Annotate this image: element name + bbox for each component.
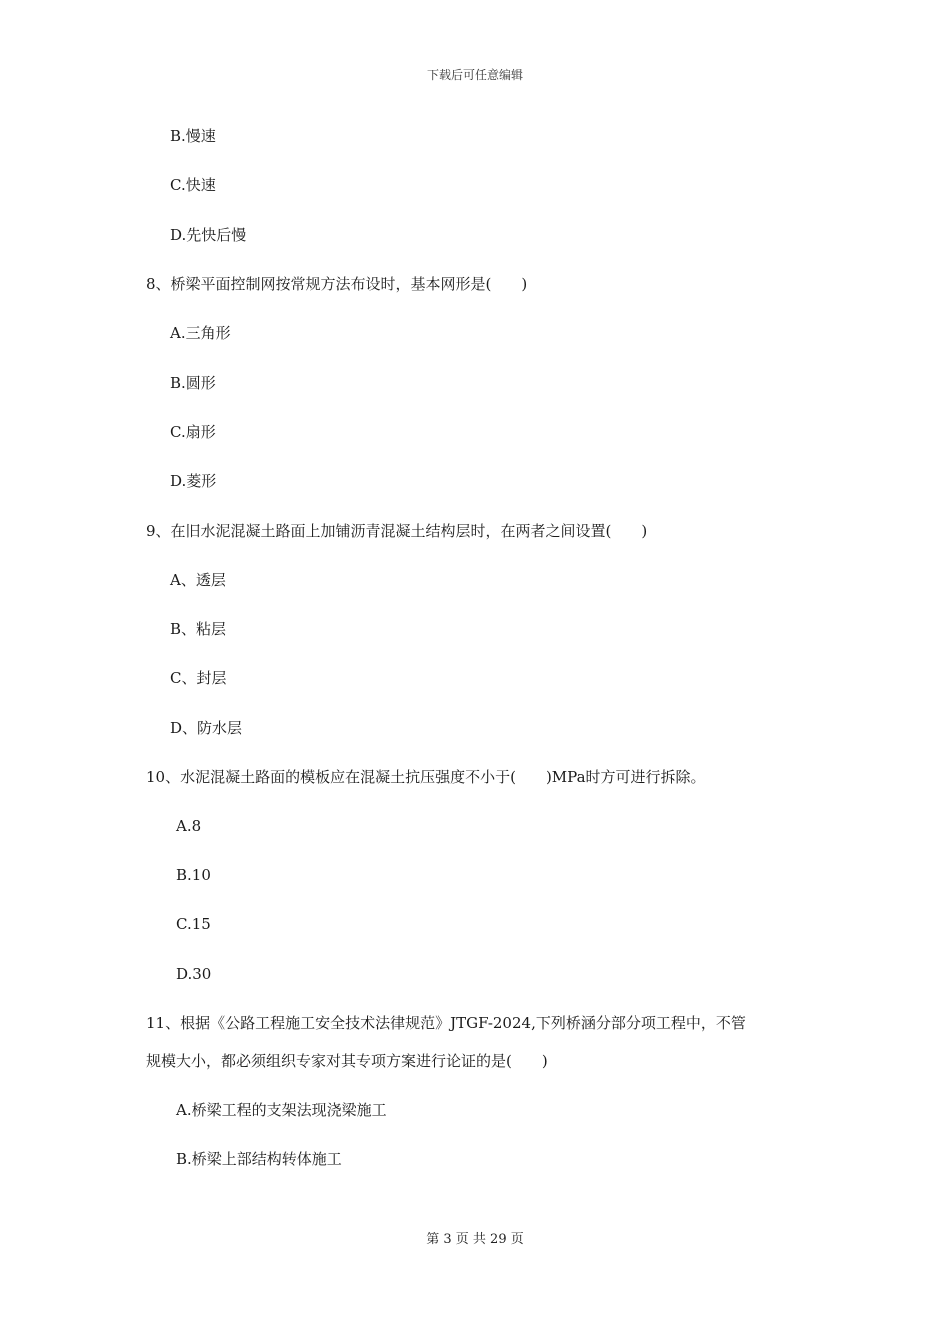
q10-option-b: B.10 — [176, 866, 211, 884]
q8-stem: 8、桥梁平面控制网按常规方法布设时，基本网形是( ) — [146, 275, 528, 293]
q8-option-b: B.圆形 — [170, 374, 216, 392]
q8-option-d: D.菱形 — [170, 472, 217, 490]
q10-option-a: A.8 — [176, 817, 202, 835]
q11-stem-line1: 11、根据《公路工程施工安全技术法律规范》JTGF-2024,下列桥涵分部分项工程中，不管 — [146, 1014, 746, 1032]
q9-stem: 9、在旧水泥混凝土路面上加铺沥青混凝土结构层时，在两者之间设置( ) — [146, 522, 648, 540]
header-note: 下载后可任意编辑 — [426, 68, 523, 82]
q7-option-c: C.快速 — [170, 176, 216, 194]
q11-option-a: A.桥梁工程的支架法现浇梁施工 — [176, 1101, 387, 1119]
q11-stem-line2: 规模大小，都必须组织专家对其专项方案进行论证的是( ) — [146, 1052, 548, 1070]
page-footer: 第 3 页 共 29 页 — [426, 1232, 524, 1247]
q9-option-d: D、防水层 — [170, 719, 243, 737]
q11-option-b: B.桥梁上部结构转体施工 — [176, 1150, 342, 1168]
q9-option-a: A、透层 — [170, 571, 226, 589]
q7-option-d: D.先快后慢 — [170, 226, 247, 244]
q9-option-b: B、粘层 — [170, 620, 227, 638]
q10-option-c: C.15 — [176, 915, 211, 933]
q10-option-d: D.30 — [176, 965, 212, 983]
q8-option-a: A.三角形 — [170, 324, 231, 342]
q7-option-b: B.慢速 — [170, 127, 216, 145]
q8-option-c: C.扇形 — [170, 423, 216, 441]
q10-stem: 10、水泥混凝土路面的模板应在混凝土抗压强度不小于( )MPa时方可进行拆除。 — [146, 768, 706, 786]
q9-option-c: C、封层 — [170, 669, 227, 687]
